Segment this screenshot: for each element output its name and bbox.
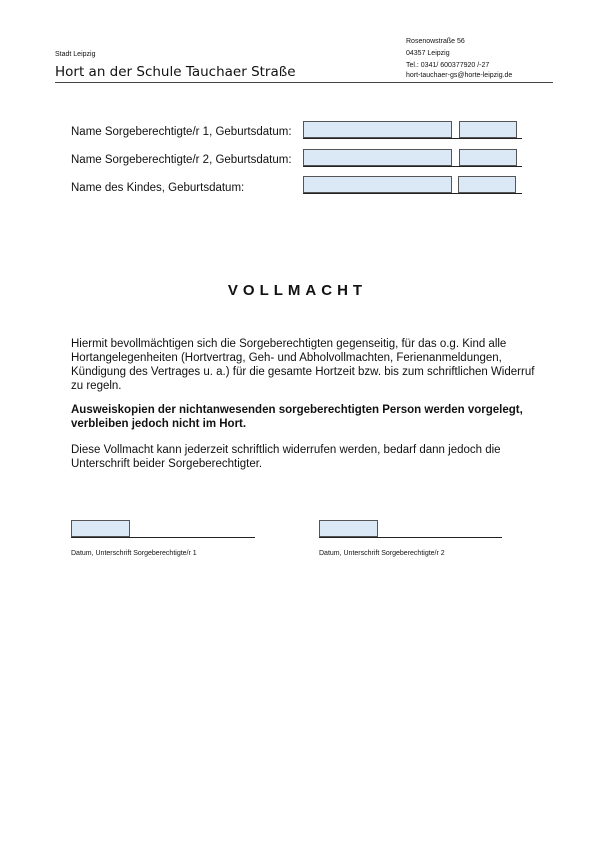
signature1-caption: Datum, Unterschrift Sorgeberechtigte/r 1 — [71, 550, 197, 557]
signature1-date-field[interactable] — [71, 520, 130, 537]
address-street: Rosenowstraße 56 — [406, 38, 465, 45]
city-org-label: Stadt Leipzig — [55, 51, 96, 58]
signature2-date-field[interactable] — [319, 520, 378, 537]
id-copies-paragraph: Ausweiskopien der nichtanwesenden sorgeberechtigten Person werden vorgelegt, verbleiben jedoch nicht im Hort. — [71, 404, 523, 430]
guardian2-birthdate-field[interactable] — [459, 149, 517, 166]
signature2-line — [319, 537, 502, 538]
guardian2-label: Name Sorgeberechtigte/r 2, Geburtsdatum: — [71, 154, 292, 166]
guardian1-underline — [303, 138, 522, 139]
document-title: VOLLMACHT — [227, 282, 368, 299]
guardian1-name-field[interactable] — [303, 121, 452, 138]
guardian2-name-field[interactable] — [303, 149, 452, 166]
child-birthdate-field[interactable] — [458, 176, 516, 193]
child-label: Name des Kindes, Geburtsdatum: — [71, 182, 245, 194]
revocation-paragraph: Diese Vollmacht kann jederzeit schriftlich widerrufen werden, bedarf dann jedoch die Unterschrift beider Sorgeberechtigter. — [71, 444, 501, 470]
email-address: hort-tauchaer-gs@horte-leipzig.de — [406, 72, 513, 79]
guardian1-label: Name Sorgeberechtigte/r 1, Geburtsdatum: — [71, 126, 292, 138]
header-divider — [55, 82, 553, 83]
guardian1-birthdate-field[interactable] — [459, 121, 517, 138]
signature1-line — [71, 537, 255, 538]
institution-title: Hort an der Schule Tauchaer Straße — [55, 64, 296, 80]
child-underline — [303, 193, 522, 194]
signature2-caption: Datum, Unterschrift Sorgeberechtigte/r 2 — [319, 550, 445, 557]
phone-number: Tel.: 0341/ 600377920 /-27 — [406, 62, 490, 69]
authorization-paragraph: Hiermit bevollmächtigen sich die Sorgeberechtigten gegenseitig, für das o.g. Kind alle Hortangelegenheiten (Hortvertrag, Geh- und Abholvollmachten, Ferienanmeldungen, Kündigung des Vertrages u. a.) für die gesamte Hortzeit bzw. bis zum schriftlichen Widerruf zu regeln. — [71, 338, 535, 392]
address-city: 04357 Leipzig — [406, 50, 450, 57]
child-name-field[interactable] — [303, 176, 452, 193]
guardian2-underline — [303, 166, 522, 167]
